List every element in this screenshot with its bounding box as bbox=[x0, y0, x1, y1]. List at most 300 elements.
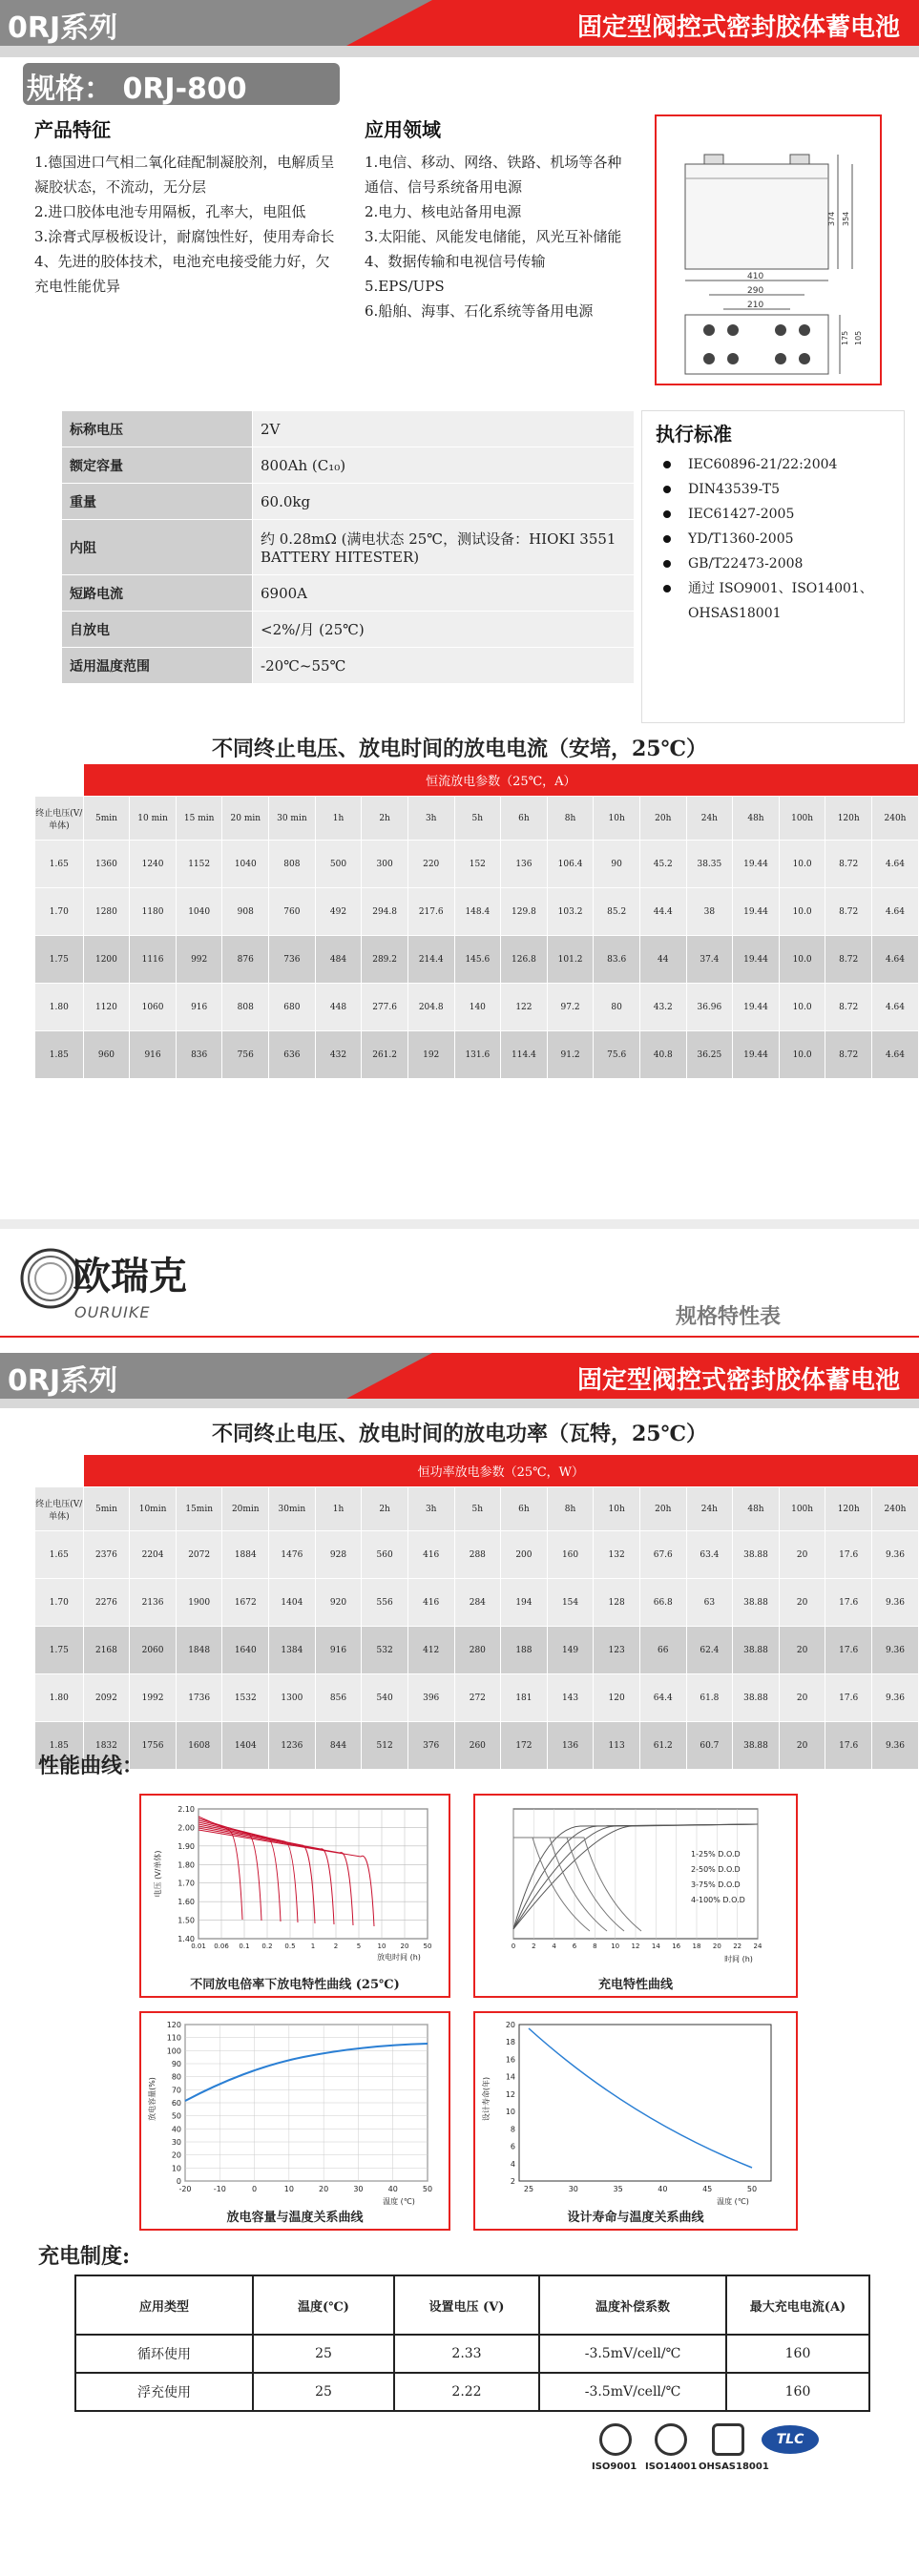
column-header: 5h bbox=[454, 797, 501, 841]
column-header: 48h bbox=[733, 1487, 780, 1531]
table-cell: 8.72 bbox=[825, 888, 872, 936]
table-cell: 1640 bbox=[222, 1627, 269, 1674]
table-cell: 844 bbox=[315, 1722, 362, 1770]
y-axis-label: 电压 (V/单体) bbox=[154, 1850, 162, 1898]
column-header: 20h bbox=[639, 1487, 686, 1531]
table-cell: 808 bbox=[269, 841, 316, 888]
standard-item: DIN43539-T5 bbox=[656, 477, 890, 502]
table-cell: 63.4 bbox=[686, 1531, 733, 1579]
table-cell: 2060 bbox=[130, 1627, 177, 1674]
table-cell: 140 bbox=[454, 984, 501, 1031]
column-header: 240h bbox=[872, 797, 919, 841]
table-cell: 61.8 bbox=[686, 1674, 733, 1722]
application-item: 6.船舶、海事、石化系统等备用电源 bbox=[365, 302, 594, 320]
standard-item: GB/T22473-2008 bbox=[656, 551, 890, 576]
table-cell: 20 bbox=[779, 1722, 825, 1770]
brand-logo bbox=[17, 1240, 208, 1332]
table-cell: 289.2 bbox=[362, 936, 408, 984]
table-cell: 123 bbox=[594, 1627, 640, 1674]
table-cell: 10.0 bbox=[779, 841, 825, 888]
battery-dimension-diagram bbox=[655, 114, 882, 385]
charge-cell: 2.33 bbox=[394, 2335, 539, 2373]
x-tick-label: -20 bbox=[178, 2185, 192, 2193]
column-header: 20h bbox=[639, 797, 686, 841]
table-cell: 214.4 bbox=[407, 936, 454, 984]
table-cell: 1240 bbox=[130, 841, 177, 888]
table-cell: 66.8 bbox=[639, 1579, 686, 1627]
column-header: 30min bbox=[269, 1487, 316, 1531]
cert-logos bbox=[592, 2423, 840, 2481]
y-tick-label: 60 bbox=[171, 2099, 181, 2108]
standards-title: 执行标准 bbox=[656, 423, 732, 446]
table-cell: 960 bbox=[83, 1031, 130, 1079]
table-cell: 38.88 bbox=[733, 1579, 780, 1627]
charge-header: 温度(℃) bbox=[253, 2275, 394, 2335]
param-value: 6900A bbox=[253, 575, 635, 612]
table-cell: 1404 bbox=[222, 1722, 269, 1770]
column-header: 100h bbox=[779, 1487, 825, 1531]
y-tick-label: 110 bbox=[166, 2033, 181, 2043]
table-cell: 36.25 bbox=[686, 1031, 733, 1079]
table-cell: 90 bbox=[594, 841, 640, 888]
table-cell: 376 bbox=[407, 1722, 454, 1770]
column-header: 1h bbox=[315, 1487, 362, 1531]
table-cell: 149 bbox=[547, 1627, 594, 1674]
param-row bbox=[62, 484, 635, 520]
table-cell: 188 bbox=[501, 1627, 548, 1674]
table-cell: 8.72 bbox=[825, 1031, 872, 1079]
table-cell: 136 bbox=[547, 1722, 594, 1770]
y-tick-label: 1.40 bbox=[178, 1935, 195, 1943]
page-divider bbox=[0, 1219, 919, 1229]
table-cell: 416 bbox=[407, 1579, 454, 1627]
table-header-row bbox=[35, 797, 919, 841]
charge-table bbox=[74, 2275, 870, 2412]
applications-list bbox=[365, 150, 622, 323]
charge-curve-chart bbox=[473, 1794, 798, 1998]
table-row bbox=[35, 841, 919, 888]
application-item: 5.EPS/UPS bbox=[365, 278, 445, 295]
table-cell: 412 bbox=[407, 1627, 454, 1674]
param-key: 额定容量 bbox=[62, 447, 253, 484]
table-cell: 20 bbox=[779, 1531, 825, 1579]
dim-width-inner: 210 bbox=[747, 301, 764, 310]
column-header: 20 min bbox=[222, 797, 269, 841]
table-cell: 540 bbox=[362, 1674, 408, 1722]
column-header: 24h bbox=[686, 797, 733, 841]
param-value: <2%/月 (25℃) bbox=[253, 612, 635, 648]
table-corner: 终止电压(V/单体) bbox=[35, 797, 84, 841]
y-tick-label: 1.70 bbox=[178, 1879, 195, 1888]
table-cell: 103.2 bbox=[547, 888, 594, 936]
table-cell: 38.88 bbox=[733, 1722, 780, 1770]
table-cell: 2168 bbox=[83, 1627, 130, 1674]
table-cell: 192 bbox=[407, 1031, 454, 1079]
application-item: 3.太阳能、风能发电储能，风光互补储能 bbox=[365, 228, 622, 245]
column-header: 1h bbox=[315, 797, 362, 841]
table-cell: 131.6 bbox=[454, 1031, 501, 1079]
table-cell: 1992 bbox=[130, 1674, 177, 1722]
column-header: 8h bbox=[547, 1487, 594, 1531]
table-cell: 128 bbox=[594, 1579, 640, 1627]
x-axis-label: 放电时间 (h) bbox=[377, 1953, 421, 1962]
column-header: 15min bbox=[176, 1487, 222, 1531]
table-cell: 220 bbox=[407, 841, 454, 888]
param-key: 自放电 bbox=[62, 612, 253, 648]
table-cell: 9.36 bbox=[872, 1627, 919, 1674]
charge-cell: 2.22 bbox=[394, 2373, 539, 2411]
x-axis-label: 温度 (℃) bbox=[717, 2197, 749, 2206]
y-tick-label: 2.10 bbox=[178, 1805, 195, 1814]
table-cell: 200 bbox=[501, 1531, 548, 1579]
table-cell: 920 bbox=[315, 1579, 362, 1627]
y-tick-label: 2.00 bbox=[178, 1823, 195, 1833]
table-cell: 277.6 bbox=[362, 984, 408, 1031]
standard-item: 通过 ISO9001、ISO14001、OHSAS18001 bbox=[656, 576, 890, 626]
legend-item: 3-75% D.O.D bbox=[691, 1880, 741, 1889]
table-cell: 20 bbox=[779, 1674, 825, 1722]
y-tick-label: 8 bbox=[510, 2125, 515, 2134]
brand-name-en: OURUIKE bbox=[74, 1303, 151, 1321]
x-tick-label: 50 bbox=[423, 1942, 432, 1950]
table-cell: 1608 bbox=[176, 1722, 222, 1770]
table-cell: 1.85 bbox=[35, 1031, 84, 1079]
chart3-title: 放电容量与温度关系曲线 bbox=[226, 2211, 364, 2225]
x-tick-label: 30 bbox=[353, 2185, 364, 2193]
table-cell: 91.2 bbox=[547, 1031, 594, 1079]
param-key: 内阻 bbox=[62, 520, 253, 575]
table-cell: 500 bbox=[315, 841, 362, 888]
life-temperature-plot bbox=[475, 2013, 796, 2210]
features-title: 产品特征 bbox=[34, 118, 111, 141]
param-row bbox=[62, 411, 635, 447]
table-cell: 80 bbox=[594, 984, 640, 1031]
table-cell: 1832 bbox=[83, 1722, 130, 1770]
table-cell: 1.65 bbox=[35, 841, 84, 888]
table-cell: 1.75 bbox=[35, 936, 84, 984]
table-cell: 2072 bbox=[176, 1531, 222, 1579]
table-cell: 64.4 bbox=[639, 1674, 686, 1722]
y-tick-label: 12 bbox=[505, 2089, 515, 2099]
table-cell: 44 bbox=[639, 936, 686, 984]
table-cell: 106.4 bbox=[547, 841, 594, 888]
discharge-current-table bbox=[34, 763, 919, 1079]
x-tick-label: 1 bbox=[310, 1942, 316, 1950]
column-header: 100h bbox=[779, 797, 825, 841]
table-cell: 1040 bbox=[222, 841, 269, 888]
table-cell: 132 bbox=[594, 1531, 640, 1579]
table-cell: 2376 bbox=[83, 1531, 130, 1579]
charge-row bbox=[75, 2373, 869, 2411]
feature-item: 4、先进的胶体技术，电池充电接受能力好，欠充电性能优异 bbox=[34, 253, 330, 295]
table-row bbox=[35, 1674, 919, 1722]
column-header: 20min bbox=[222, 1487, 269, 1531]
table-cell: 181 bbox=[501, 1674, 548, 1722]
table-cell: 10.0 bbox=[779, 1031, 825, 1079]
column-header: 6h bbox=[501, 1487, 548, 1531]
y-tick-label: 20 bbox=[505, 2021, 515, 2029]
features-block bbox=[34, 114, 340, 299]
y-tick-label: 50 bbox=[171, 2111, 181, 2121]
x-axis-label: 时间 (h) bbox=[724, 1955, 753, 1963]
table-cell: 61.2 bbox=[639, 1722, 686, 1770]
table-cell: 1900 bbox=[176, 1579, 222, 1627]
x-tick-label: 10 bbox=[283, 2185, 294, 2193]
param-key: 重量 bbox=[62, 484, 253, 520]
charge-cell: -3.5mV/cell/℃ bbox=[539, 2335, 726, 2373]
table-row bbox=[35, 1722, 919, 1770]
table-cell: 2092 bbox=[83, 1674, 130, 1722]
table-cell: 916 bbox=[315, 1627, 362, 1674]
charge-title: 充电制度: bbox=[38, 2244, 131, 2269]
table-cell: 85.2 bbox=[594, 888, 640, 936]
charge-cell: 25 bbox=[253, 2373, 394, 2411]
table-row bbox=[35, 984, 919, 1031]
application-item: 1.电信、移动、网络、铁路、机场等各种通信、信号系统备用电源 bbox=[365, 154, 622, 196]
table-cell: 62.4 bbox=[686, 1627, 733, 1674]
y-tick-label: 16 bbox=[505, 2055, 515, 2065]
discharge-power-table bbox=[34, 1454, 919, 1770]
discharge-curve-chart bbox=[139, 1794, 450, 1998]
charge-row bbox=[75, 2335, 869, 2373]
column-header: 30 min bbox=[269, 797, 316, 841]
charge-header: 温度补偿系数 bbox=[539, 2275, 726, 2335]
plot-area bbox=[519, 2025, 771, 2181]
table-cell: 492 bbox=[315, 888, 362, 936]
table-row bbox=[35, 1031, 919, 1079]
x-tick-label: 18 bbox=[692, 1942, 701, 1950]
table-cell: 484 bbox=[315, 936, 362, 984]
standard-item: YD/T1360-2005 bbox=[656, 527, 890, 551]
table-cell: 143 bbox=[547, 1674, 594, 1722]
table-cell: 83.6 bbox=[594, 936, 640, 984]
table-cell: 8.72 bbox=[825, 984, 872, 1031]
table-cell: 1200 bbox=[83, 936, 130, 984]
legend-item: 4-100% D.O.D bbox=[691, 1896, 745, 1904]
standard-item: IEC60896-21/22:2004 bbox=[656, 452, 890, 477]
column-header: 24h bbox=[686, 1487, 733, 1531]
table-header-row bbox=[35, 1487, 919, 1531]
table-cell: 204.8 bbox=[407, 984, 454, 1031]
x-tick-label: 0.2 bbox=[261, 1942, 273, 1950]
param-row bbox=[62, 447, 635, 484]
table-cell: 556 bbox=[362, 1579, 408, 1627]
table-cell: 9.36 bbox=[872, 1722, 919, 1770]
table-cell: 38.35 bbox=[686, 841, 733, 888]
caption-spacer bbox=[35, 1455, 84, 1487]
dim-height1: 374 bbox=[827, 211, 836, 226]
applications-block bbox=[365, 114, 622, 323]
table-cell: 20 bbox=[779, 1579, 825, 1627]
standards-box bbox=[641, 410, 905, 723]
x-tick-label: 6 bbox=[572, 1942, 577, 1950]
table-cell: 272 bbox=[454, 1674, 501, 1722]
charge-curve-plot bbox=[475, 1796, 796, 1977]
x-tick-label: 2 bbox=[333, 1942, 339, 1950]
page-header bbox=[0, 0, 919, 46]
header-underline-2 bbox=[0, 1399, 919, 1408]
table-cell: 1476 bbox=[269, 1531, 316, 1579]
table-cell: 8.72 bbox=[825, 841, 872, 888]
table-cell: 1.65 bbox=[35, 1531, 84, 1579]
table-caption: 恒流放电参数（25℃，A） bbox=[83, 764, 918, 797]
dim-depth-outer: 175 bbox=[841, 330, 849, 345]
table-cell: 1060 bbox=[130, 984, 177, 1031]
y-tick-label: 20 bbox=[171, 2150, 181, 2160]
table-cell: 19.44 bbox=[733, 1031, 780, 1079]
y-axis-label: 设计寿命(年) bbox=[482, 2076, 491, 2122]
table-cell: 736 bbox=[269, 936, 316, 984]
y-tick-label: 10 bbox=[505, 2108, 515, 2117]
series-label: 0RJ系列 bbox=[0, 0, 315, 46]
table-cell: 129.8 bbox=[501, 888, 548, 936]
table-cell: 45.2 bbox=[639, 841, 686, 888]
table-row bbox=[35, 936, 919, 984]
table-cell: 1756 bbox=[130, 1722, 177, 1770]
table-cell: 37.4 bbox=[686, 936, 733, 984]
x-tick-label: 40 bbox=[387, 2185, 398, 2193]
table-cell: 1404 bbox=[269, 1579, 316, 1627]
sheet-title: 规格特性表 bbox=[676, 1305, 782, 1329]
table-cell: 1.70 bbox=[35, 888, 84, 936]
footer-band bbox=[0, 2500, 919, 2576]
table-cell: 284 bbox=[454, 1579, 501, 1627]
y-tick-label: 1.90 bbox=[178, 1841, 195, 1851]
column-header: 10h bbox=[594, 1487, 640, 1531]
y-tick-label: 4 bbox=[510, 2159, 515, 2169]
table-cell: 66 bbox=[639, 1627, 686, 1674]
column-header: 10 min bbox=[130, 797, 177, 841]
y-tick-label: 14 bbox=[505, 2072, 515, 2082]
x-tick-label: 45 bbox=[702, 2185, 713, 2193]
application-item: 4、数据传输和电视信号传输 bbox=[365, 253, 546, 270]
y-tick-label: 30 bbox=[171, 2138, 181, 2147]
table-cell: 1116 bbox=[130, 936, 177, 984]
param-value: 60.0kg bbox=[253, 484, 635, 520]
charge-cell: 160 bbox=[726, 2373, 869, 2411]
table-cell: 4.64 bbox=[872, 1031, 919, 1079]
table-cell: 160 bbox=[547, 1531, 594, 1579]
feature-item: 1.德国进口气相二氧化硅配制凝胶剂，电解质呈凝胶状态，不流动，无分层 bbox=[34, 154, 335, 196]
table-corner: 终止电压(V/单体) bbox=[35, 1487, 84, 1531]
table-cell: 760 bbox=[269, 888, 316, 936]
series-label-2: 0RJ系列 bbox=[0, 1353, 315, 1399]
dim-height2: 354 bbox=[842, 211, 850, 226]
table-cell: 4.64 bbox=[872, 984, 919, 1031]
battery-drawing bbox=[657, 116, 880, 384]
table-cell: 17.6 bbox=[825, 1531, 872, 1579]
x-tick-label: 8 bbox=[593, 1942, 597, 1950]
table-cell: 44.4 bbox=[639, 888, 686, 936]
table-cell: 1.80 bbox=[35, 1674, 84, 1722]
table-cell: 194 bbox=[501, 1579, 548, 1627]
x-tick-label: 30 bbox=[568, 2185, 578, 2193]
table-cell: 1.75 bbox=[35, 1627, 84, 1674]
charge-cell: 循环使用 bbox=[75, 2335, 253, 2373]
table-cell: 217.6 bbox=[407, 888, 454, 936]
y-tick-label: 18 bbox=[505, 2038, 515, 2047]
table-cell: 2204 bbox=[130, 1531, 177, 1579]
param-row bbox=[62, 520, 635, 575]
x-tick-label: 24 bbox=[753, 1942, 762, 1950]
table-cell: 38.88 bbox=[733, 1627, 780, 1674]
iso9001-icon bbox=[599, 2423, 632, 2456]
dim-width-mid: 290 bbox=[747, 286, 764, 296]
caption-spacer bbox=[35, 764, 84, 797]
charge-cell: -3.5mV/cell/℃ bbox=[539, 2373, 726, 2411]
legend-item: 2-50% D.O.D bbox=[691, 1865, 741, 1874]
column-header: 6h bbox=[501, 797, 548, 841]
x-tick-label: 0.06 bbox=[214, 1942, 229, 1950]
table-cell: 10.0 bbox=[779, 984, 825, 1031]
x-tick-label: 35 bbox=[613, 2185, 623, 2193]
capacity-temperature-chart bbox=[139, 2011, 450, 2231]
table-cell: 416 bbox=[407, 1531, 454, 1579]
chart1-title: 不同放电倍率下放电特性曲线 (25℃) bbox=[190, 1978, 400, 1992]
x-tick-label: 0 bbox=[252, 2185, 258, 2193]
parameter-table bbox=[61, 410, 635, 684]
table-cell: 36.96 bbox=[686, 984, 733, 1031]
table-cell: 10.0 bbox=[779, 936, 825, 984]
ohsas-icon bbox=[712, 2423, 744, 2456]
power-section-title: 不同终止电压、放电时间的放电功率（瓦特，25℃） bbox=[212, 1422, 707, 1446]
x-tick-label: 50 bbox=[422, 2185, 433, 2193]
x-tick-label: 20 bbox=[400, 1942, 409, 1950]
x-tick-label: 25 bbox=[523, 2185, 534, 2193]
table-cell: 97.2 bbox=[547, 984, 594, 1031]
column-header: 2h bbox=[362, 797, 408, 841]
table-cell: 17.6 bbox=[825, 1627, 872, 1674]
standards-list bbox=[656, 452, 890, 626]
x-tick-label: 2 bbox=[532, 1942, 536, 1950]
application-item: 2.电力、核电站备用电源 bbox=[365, 203, 522, 220]
table-cell: 1884 bbox=[222, 1531, 269, 1579]
table-cell: 916 bbox=[130, 1031, 177, 1079]
table-cell: 75.6 bbox=[594, 1031, 640, 1079]
column-header: 3h bbox=[407, 797, 454, 841]
table-cell: 20 bbox=[779, 1627, 825, 1674]
chart2-title: 充电特性曲线 bbox=[597, 1978, 673, 1992]
x-tick-label: 5 bbox=[356, 1942, 362, 1950]
table-cell: 152 bbox=[454, 841, 501, 888]
table-cell: 1.85 bbox=[35, 1722, 84, 1770]
x-tick-label: 0.5 bbox=[284, 1942, 296, 1950]
table-cell: 432 bbox=[315, 1031, 362, 1079]
table-cell: 876 bbox=[222, 936, 269, 984]
table-cell: 908 bbox=[222, 888, 269, 936]
param-key: 适用温度范围 bbox=[62, 648, 253, 684]
table-cell: 1280 bbox=[83, 888, 130, 936]
feature-item: 3.涂膏式厚极板设计，耐腐蚀性好，使用寿命长 bbox=[34, 228, 335, 245]
table-cell: 114.4 bbox=[501, 1031, 548, 1079]
table-cell: 1300 bbox=[269, 1674, 316, 1722]
discharge-curve-plot bbox=[141, 1796, 449, 1977]
x-tick-label: 16 bbox=[672, 1942, 681, 1950]
table-cell: 1120 bbox=[83, 984, 130, 1031]
table-cell: 916 bbox=[176, 984, 222, 1031]
y-tick-label: 70 bbox=[171, 2086, 181, 2095]
table-cell: 38.88 bbox=[733, 1531, 780, 1579]
table-cell: 1360 bbox=[83, 841, 130, 888]
x-tick-label: 0.01 bbox=[191, 1942, 206, 1950]
table-cell: 1152 bbox=[176, 841, 222, 888]
table-cell: 8.72 bbox=[825, 936, 872, 984]
dim-width-top: 410 bbox=[747, 272, 764, 281]
table-cell: 1532 bbox=[222, 1674, 269, 1722]
table-cell: 4.64 bbox=[872, 841, 919, 888]
column-header: 10h bbox=[594, 797, 640, 841]
column-header: 5h bbox=[454, 1487, 501, 1531]
